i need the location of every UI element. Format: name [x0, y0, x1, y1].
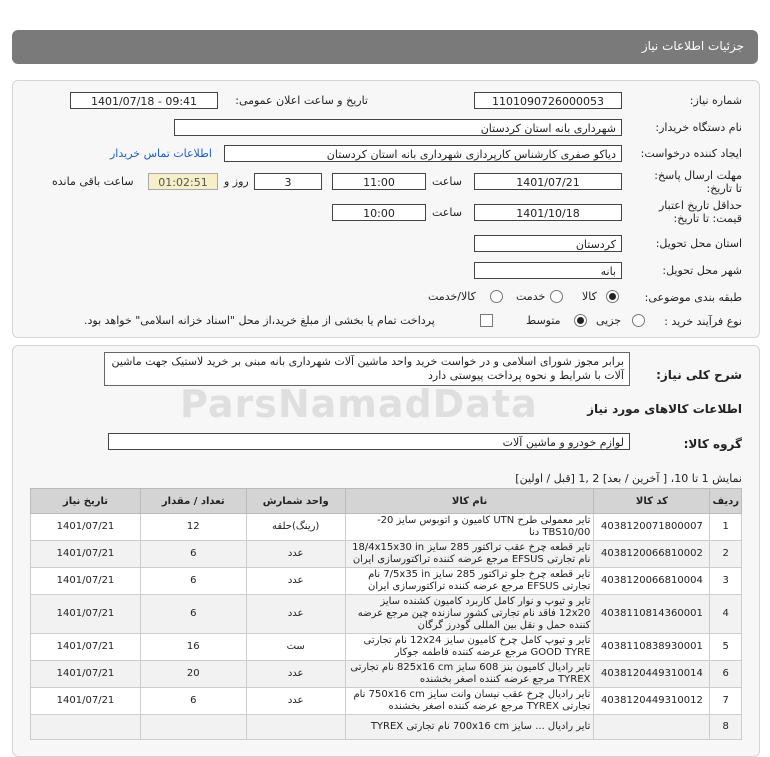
page-title: جزئیات اطلاعات نیاز [641, 39, 744, 53]
table-row[interactable] [31, 595, 742, 634]
cell-quantity: 6 [140, 688, 246, 715]
cell-row-number: 6 [710, 661, 742, 688]
col-header-code: کد کالا [594, 489, 710, 514]
cell-row-number: 5 [710, 634, 742, 661]
cell-unit: عدد [246, 568, 345, 595]
cell-unit: ست [246, 634, 345, 661]
process-radio-medium[interactable] [574, 314, 587, 327]
province-label: استان محل تحویل: [655, 237, 742, 250]
cell-goods-name: تایر قطعه چرخ عقب تراکتور 285 سایز 18/4x15x30 in نام تجارتی EFSUS مرجع عرضه کننده تراکتورسازی ایران [345, 541, 594, 568]
description-text: برابر مجوز شورای اسلامی و در خواست خرید واحد ماشین آلات شهرداری بانه مبنی بر خرید لاستیک جهت ماشین آلات با شرایط و نحوه پرداخت پیوستی دارد [104, 352, 630, 386]
cell-quantity: 6 [140, 541, 246, 568]
cell-goods-code: 4038120066810004 [594, 568, 710, 595]
cell-goods-name: تایر رادیال چرخ عقب نیسان وانت سایز 750x16 cm نام تجارتی TYREX مرجع عرضه کننده اصغر بخشنده [345, 688, 594, 715]
category-radio-service[interactable] [550, 290, 563, 303]
cell-need-date: 1401/07/21 [31, 661, 141, 688]
need-number-label: شماره نیاز: [689, 94, 742, 107]
pagination[interactable]: نمایش 1 تا 10، [ آخرین / بعد] 2 ,1 [قبل / اولین] [515, 472, 742, 485]
remaining-label: ساعت باقی مانده [52, 175, 134, 188]
creator-label: ایجاد کننده درخواست: [640, 147, 742, 160]
table-row[interactable] [31, 541, 742, 568]
goods-section-title: اطلاعات کالاهای مورد نیاز [587, 402, 742, 416]
watermark: ParsNamadData [180, 382, 538, 426]
cell-goods-code: 4038110814360001 [594, 595, 710, 634]
cell-quantity: 20 [140, 661, 246, 688]
cell-goods-code [594, 715, 710, 740]
process-option-minor: جزیی [596, 314, 622, 327]
col-header-qty: تعداد / مقدار [140, 489, 246, 514]
col-header-unit: واحد شمارش [246, 489, 345, 514]
table-row[interactable] [31, 514, 742, 541]
category-option-goods: کالا [582, 290, 597, 303]
cell-quantity: 16 [140, 634, 246, 661]
cell-quantity [140, 715, 246, 740]
process-option-medium: متوسط [526, 314, 561, 327]
cell-quantity: 6 [140, 568, 246, 595]
deadline-time-field: 11:00 [332, 173, 426, 190]
cell-goods-code: 4038120066810002 [594, 541, 710, 568]
buyer-contact-link[interactable]: اطلاعات تماس خریدار [110, 147, 212, 160]
creator-field: دیاکو صفری کارشناس کارپردازی شهرداری بانه استان کردستان [224, 145, 622, 162]
announce-label: تاریخ و ساعت اعلان عمومی: [235, 94, 368, 107]
cell-goods-name: تایر و تیوپ کامل چرخ کامیون سایز 12x24 نام تجارتی GOOD TYRE مرجع عرضه کننده فاطمه جوکار [345, 634, 594, 661]
cell-goods-code: 4038120449310014 [594, 661, 710, 688]
page-header [12, 30, 758, 64]
table-header-row [31, 489, 742, 514]
buyer-org-label: نام دستگاه خریدار: [655, 121, 742, 134]
col-header-name: نام کالا [345, 489, 594, 514]
process-label: نوع فرآیند خرید : [664, 315, 742, 328]
deadline-time-label: ساعت [432, 175, 462, 188]
need-number-field: 1101090726000053 [474, 92, 622, 109]
table-row[interactable] [31, 661, 742, 688]
validity-time-label: ساعت [432, 206, 462, 219]
col-header-date: تاریخ نیاز [31, 489, 141, 514]
table-row[interactable] [31, 715, 742, 740]
treasury-payment-checkbox[interactable] [480, 314, 493, 327]
cell-goods-name: تایر قطعه چرخ جلو تراکتور 285 سایز 7/5x35 in نام تجارتی EFSUS مرجع عرضه کننده تراکتورسازی ایران [345, 568, 594, 595]
cell-unit [246, 715, 345, 740]
cell-row-number: 2 [710, 541, 742, 568]
category-label: طبقه بندی موضوعی: [644, 291, 742, 304]
buyer-org-field: شهرداری بانه استان کردستان [174, 119, 622, 136]
goods-table [30, 488, 742, 740]
cell-goods-code: 4038110838930001 [594, 634, 710, 661]
cell-goods-code: 4038120071800007 [594, 514, 710, 541]
cell-goods-name: تایر رادیال ... سایز 700x16 cm نام تجارتی TYREX [345, 715, 594, 740]
validity-date-field: 1401/10/18 [474, 204, 622, 221]
treasury-payment-note: پرداخت تمام یا بخشی از مبلغ خرید،از محل "اسناد خزانه اسلامی" خواهد بود. [84, 314, 435, 327]
process-radio-minor[interactable] [632, 314, 645, 327]
deadline-date-field: 1401/07/21 [474, 173, 622, 190]
category-radio-both[interactable] [490, 290, 503, 303]
cell-need-date [31, 715, 141, 740]
cell-need-date: 1401/07/21 [31, 514, 141, 541]
cell-goods-name: تایر معمولی طرح UTN کامیون و اتوبوس سایز 20-TBS10/00 دنا [345, 514, 594, 541]
validity-label: حداقل تاریخ اعتبار قیمت: تا تاریخ: [658, 199, 742, 225]
table-row[interactable] [31, 688, 742, 715]
remaining-timer: 01:02:51 [148, 173, 218, 190]
cell-unit: عدد [246, 541, 345, 568]
category-option-both: کالا/خدمت [428, 290, 476, 303]
cell-need-date: 1401/07/21 [31, 688, 141, 715]
cell-goods-name: تایر رادیال کامیون بنز 608 سایز 825x16 cm نام تجارتی TYREX مرجع عرضه کننده اصغر بخشنده [345, 661, 594, 688]
cell-goods-name: تایر و تیوپ و نوار کامل کاربرد کامیون کشنده سایز 12x20 فاقد نام تجارتی کشور سازنده چین مرجع عرضه کننده حمل و نقل بین المللی گودرز گرگان [345, 595, 594, 634]
days-field: 3 [254, 173, 322, 190]
description-label: شرح کلی نیاز: [656, 368, 742, 382]
category-option-service: خدمت [516, 290, 546, 303]
announce-field: 1401/07/18 - 09:41 [70, 92, 218, 109]
validity-time-field: 10:00 [332, 204, 426, 221]
cell-unit: عدد [246, 595, 345, 634]
goods-group-label: گروه کالا: [683, 437, 742, 451]
deadline-label: مهلت ارسال پاسخ: تا تاریخ: [654, 169, 742, 195]
cell-need-date: 1401/07/21 [31, 568, 141, 595]
days-label: روز و [224, 175, 249, 188]
cell-quantity: 12 [140, 514, 246, 541]
cell-row-number: 1 [710, 514, 742, 541]
goods-group-field: لوازم خودرو و ماشین آلات [108, 433, 630, 450]
cell-row-number: 7 [710, 688, 742, 715]
col-header-row: ردیف [710, 489, 742, 514]
cell-need-date: 1401/07/21 [31, 541, 141, 568]
cell-row-number: 8 [710, 715, 742, 740]
category-radio-goods[interactable] [606, 290, 619, 303]
city-label: شهر محل تحویل: [662, 264, 742, 277]
cell-row-number: 3 [710, 568, 742, 595]
cell-quantity: 6 [140, 595, 246, 634]
table-row[interactable] [31, 634, 742, 661]
cell-unit: عدد [246, 688, 345, 715]
city-field: بانه [474, 262, 622, 279]
cell-goods-code: 4038120449310012 [594, 688, 710, 715]
cell-row-number: 4 [710, 595, 742, 634]
cell-need-date: 1401/07/21 [31, 634, 141, 661]
table-row[interactable] [31, 568, 742, 595]
province-field: کردستان [474, 235, 622, 252]
cell-unit: عدد [246, 661, 345, 688]
cell-unit: (رینگ)حلقه [246, 514, 345, 541]
cell-need-date: 1401/07/21 [31, 595, 141, 634]
